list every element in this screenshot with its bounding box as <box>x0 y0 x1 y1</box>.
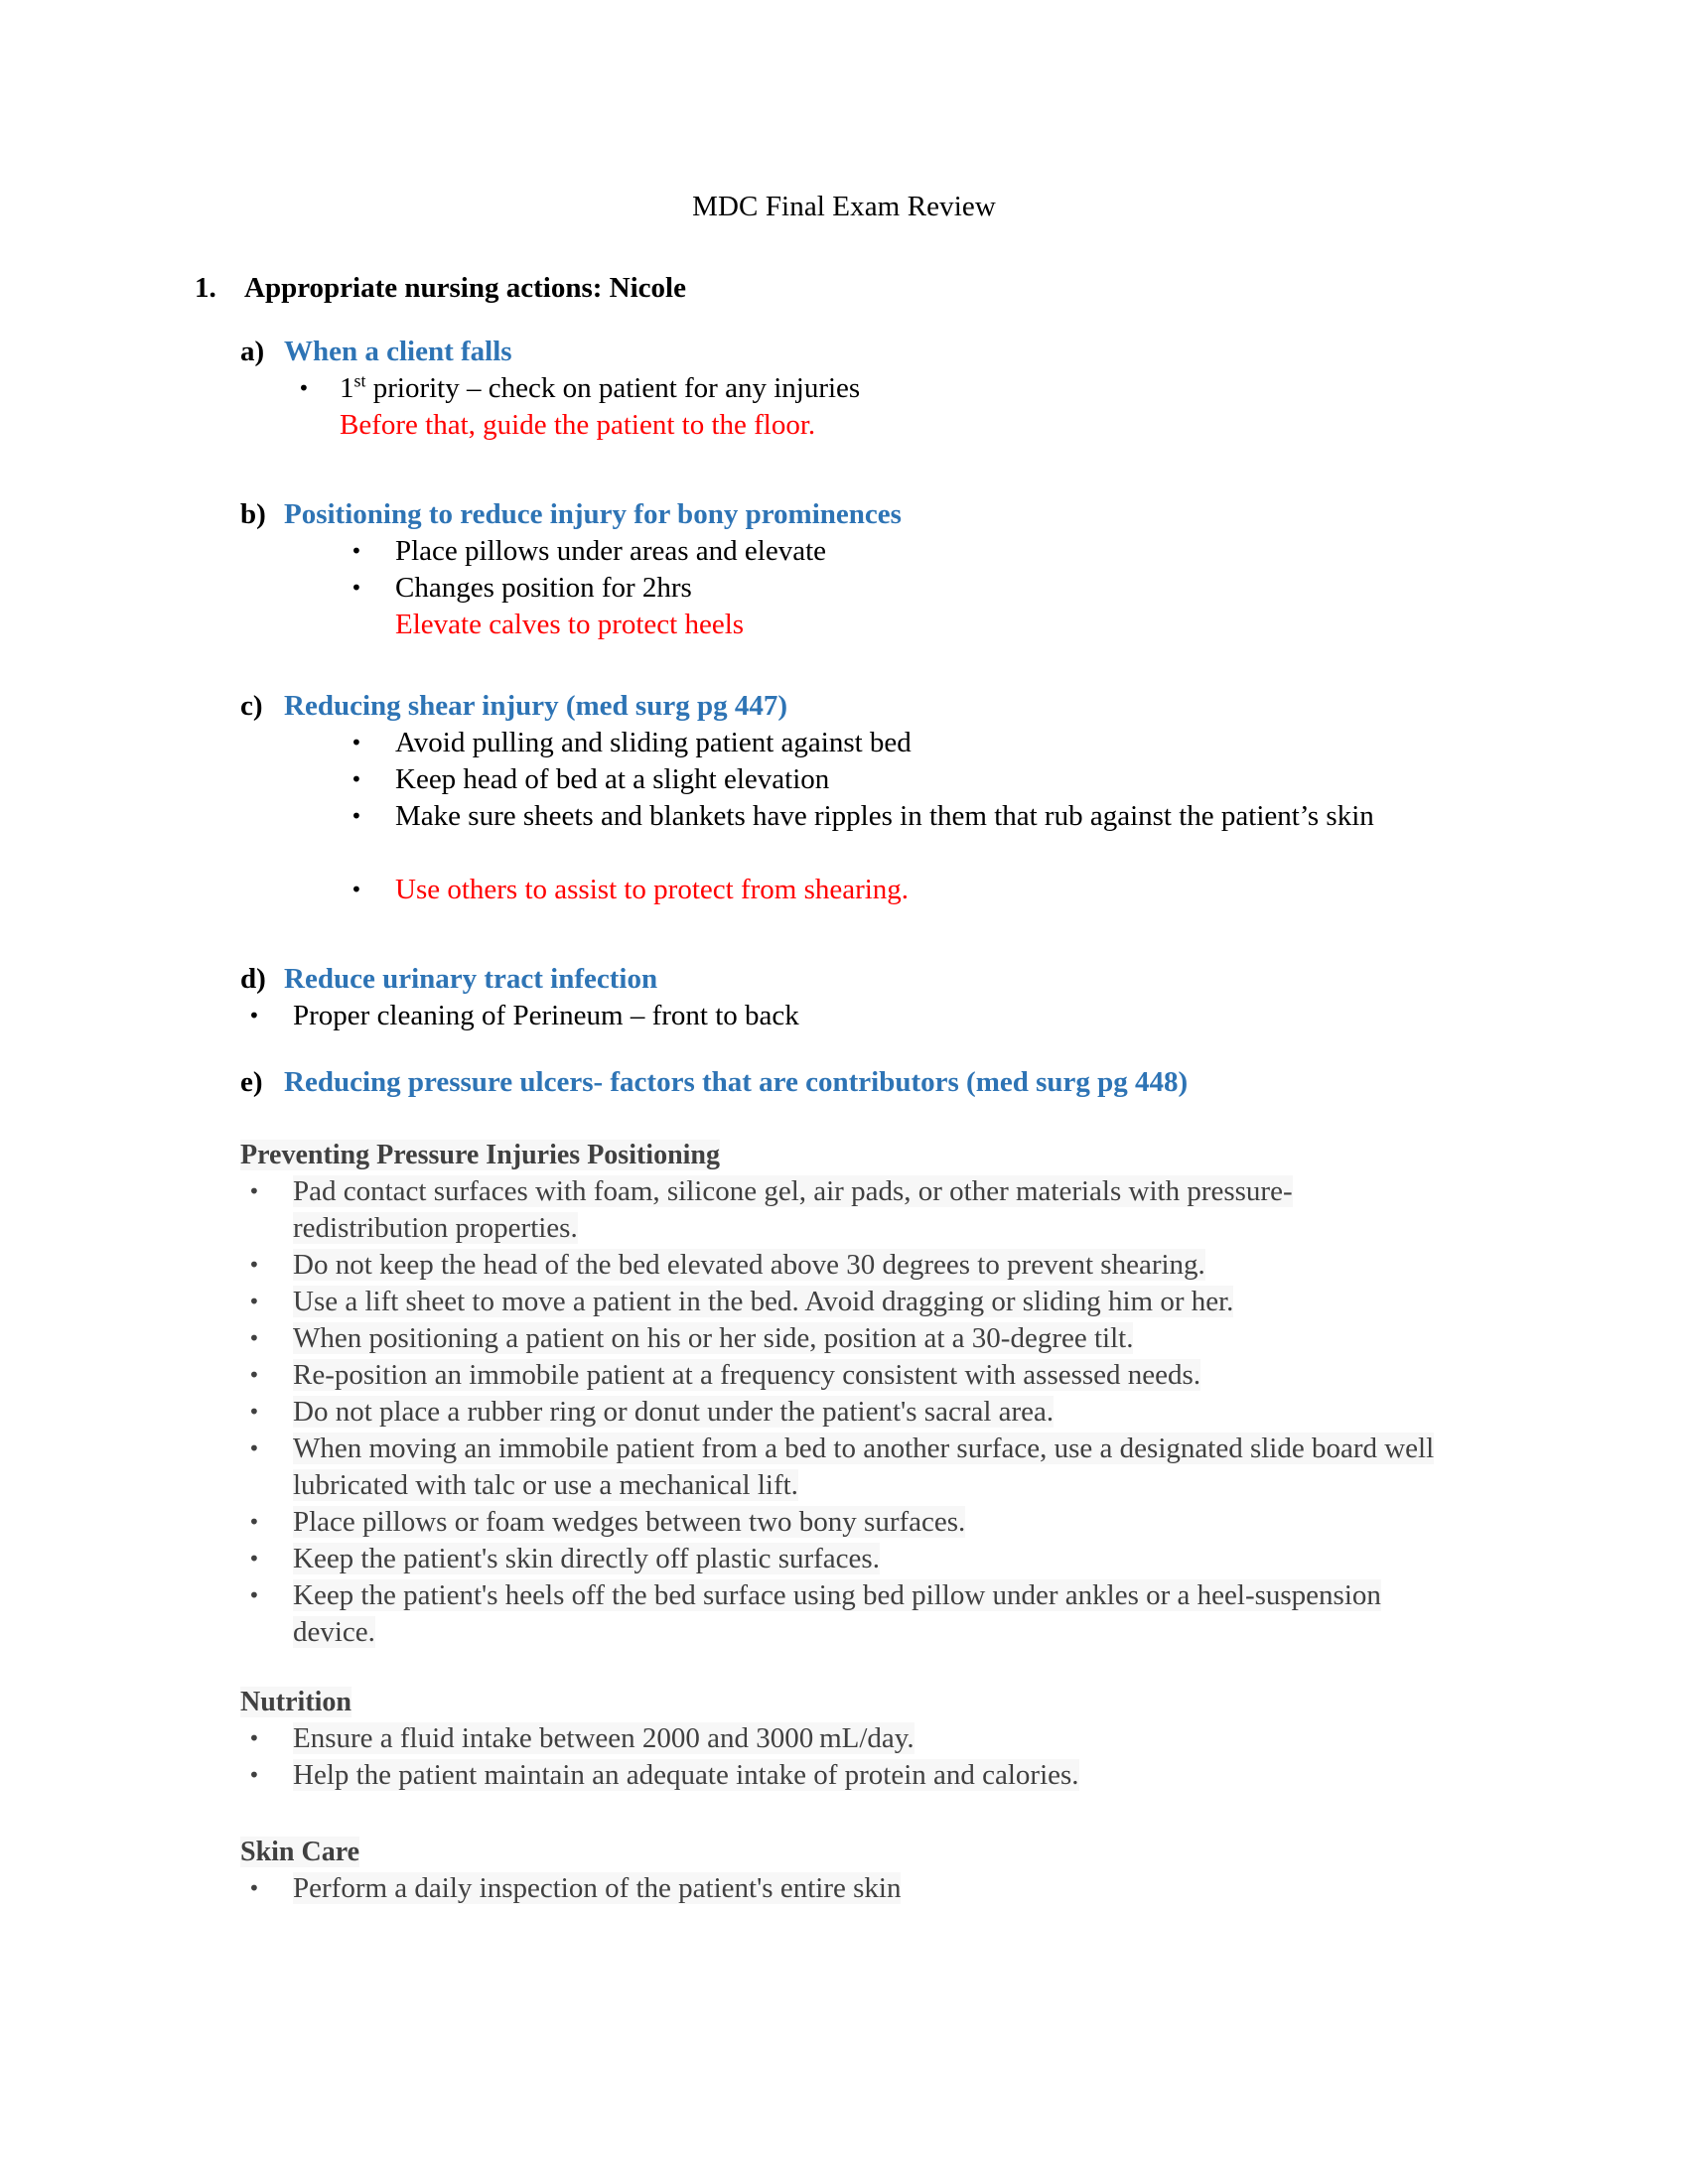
bullet-icon: • <box>248 1326 260 1350</box>
list-item <box>248 1173 1435 1247</box>
bullet-icon: • <box>248 1763 260 1787</box>
list-item-label <box>293 1394 1435 1431</box>
list-item-text: Do not place a rubber ring or donut under the patient's sacral area. <box>293 1396 1055 1428</box>
list-item <box>248 1577 1435 1651</box>
bullet-icon: • <box>248 1363 260 1387</box>
list-item <box>351 761 1502 798</box>
list-item-label: Make sure sheets and blankets have ripples in them that rub against the patient’s skin <box>395 800 1374 832</box>
bullet-icon: • <box>248 1583 260 1607</box>
subsection-heading-label: Skin Care <box>240 1837 360 1867</box>
list-item-label <box>293 1577 1435 1651</box>
list-item <box>248 1757 1435 1794</box>
list-item <box>248 1870 1435 1907</box>
list-item <box>248 1394 1435 1431</box>
bullet-icon: • <box>248 1290 260 1313</box>
page-title: MDC Final Exam Review <box>692 191 996 222</box>
list-item-text: Keep the patient's skin directly off plastic surfaces. <box>293 1543 880 1574</box>
lettered-heading-label: Reducing pressure ulcers- factors that are contributors (med surg pg 448) <box>284 1066 1189 1098</box>
list-item <box>351 798 1453 835</box>
bullet-icon: • <box>248 1510 260 1534</box>
list-item-text: Ensure a fluid intake between 2000 and 3000 mL/day. <box>293 1722 914 1754</box>
list-item-label <box>293 1431 1445 1504</box>
list-marker-letter: a) <box>240 336 265 367</box>
list-marker-letter: e) <box>240 1066 263 1098</box>
lettered-heading-label: Reduce urinary tract infection <box>284 963 658 995</box>
list-item-label <box>340 370 1489 407</box>
bullet-icon: • <box>248 1400 260 1424</box>
list-item-label <box>293 1870 1435 1907</box>
subsection-heading-label: Preventing Pressure Injuries Positioning <box>240 1140 720 1170</box>
note-red-a: Before that, guide the patient to the floor. <box>340 409 816 441</box>
list-item-label <box>293 1720 1435 1757</box>
list-item-text: Re-position an immobile patient at a frequency consistent with assessed needs. <box>293 1359 1201 1391</box>
list-item-label: Proper cleaning of Perineum – front to back <box>293 1000 799 1031</box>
list-item-text: Do not keep the head of the bed elevated above 30 degrees to prevent shearing. <box>293 1249 1205 1281</box>
bullet-icon: • <box>248 1876 260 1900</box>
list-item-text: Place pillows or foam wedges between two bony surfaces. <box>293 1506 966 1538</box>
list-marker-number: 1. <box>195 272 216 304</box>
list-item-text: Keep the patient's heels off the bed surface using bed pillow under ankles or a heel-suspension device. <box>293 1579 1381 1648</box>
bullet-icon: • <box>248 1436 260 1460</box>
lettered-heading-c <box>240 688 787 725</box>
note-red-b: Elevate calves to protect heels <box>395 609 745 640</box>
section-title: Appropriate nursing actions: Nicole <box>244 272 686 304</box>
bullet-icon: • <box>351 576 362 600</box>
list-item <box>351 872 1502 908</box>
list-item-label <box>293 1357 1435 1394</box>
lettered-heading-e <box>240 1064 1188 1101</box>
list-item-label: Place pillows under areas and elevate <box>395 535 827 567</box>
superscript-st: st <box>353 370 366 391</box>
list-item-label <box>293 1173 1435 1247</box>
subsection-heading-positioning <box>240 1137 720 1173</box>
lettered-heading-d <box>240 961 657 998</box>
bullet-icon: • <box>248 1253 260 1277</box>
bullet-icon: • <box>248 1004 260 1027</box>
list-marker-letter: d) <box>240 963 266 995</box>
bullet-icon: • <box>248 1726 260 1750</box>
list-item <box>248 998 1440 1034</box>
list-item-label: Use others to assist to protect from shearing. <box>395 874 910 905</box>
list-item-label: Changes position for 2hrs <box>395 572 692 604</box>
bullet-icon: • <box>248 1547 260 1570</box>
list-item <box>248 1431 1445 1504</box>
bullet-text-post: priority – check on patient for any injuries <box>365 372 861 404</box>
bullet-icon: • <box>248 1179 260 1203</box>
list-item-text: When positioning a patient on his or her side, position at a 30-degree tilt. <box>293 1322 1134 1354</box>
bullet-icon: • <box>351 767 362 791</box>
list-marker-letter: b) <box>240 498 266 530</box>
bullet-icon: • <box>351 878 362 901</box>
lettered-heading-b <box>240 496 902 533</box>
list-item <box>248 1720 1435 1757</box>
bullet-icon: • <box>351 731 362 754</box>
list-item <box>248 1247 1435 1284</box>
subsection-heading-skin-care <box>240 1834 359 1870</box>
bullet-icon: • <box>298 376 310 400</box>
lettered-heading-label: Reducing shear injury (med surg pg 447) <box>284 690 787 722</box>
numbered-item-1 <box>195 270 686 307</box>
bullet-icon: • <box>351 539 362 563</box>
list-marker-letter: c) <box>240 690 263 722</box>
list-item-label <box>293 1320 1435 1357</box>
list-item-label: Avoid pulling and sliding patient against bed <box>395 727 912 758</box>
list-item-label <box>293 1247 1435 1284</box>
list-item <box>248 1284 1435 1320</box>
bullet-text-pre: 1 <box>340 372 354 404</box>
list-item-text: Perform a daily inspection of the patient's entire skin <box>293 1872 902 1904</box>
list-item-text: Use a lift sheet to move a patient in the bed. Avoid dragging or sliding him or her. <box>293 1286 1234 1317</box>
list-item-label <box>293 1284 1435 1320</box>
lettered-heading-label: When a client falls <box>284 336 512 367</box>
list-item <box>351 533 1492 570</box>
bullet-icon: • <box>351 804 362 828</box>
list-item <box>351 725 1502 761</box>
list-item-text: When moving an immobile patient from a bed to another surface, use a designated slide board well lubricated with talc or use a mechanical lift. <box>293 1433 1435 1501</box>
list-item <box>298 370 1489 407</box>
list-item-label: Keep head of bed at a slight elevation <box>395 763 830 795</box>
list-item <box>351 570 1492 607</box>
list-item-text: Pad contact surfaces with foam, silicone gel, air pads, or other materials with pressure-redistribution properties. <box>293 1175 1293 1244</box>
list-item-label <box>293 1541 1435 1577</box>
lettered-heading-a <box>240 334 512 370</box>
list-item <box>248 1320 1435 1357</box>
subsection-heading-label: Nutrition <box>240 1687 352 1717</box>
list-item-label <box>293 1757 1435 1794</box>
subsection-heading-nutrition <box>240 1684 352 1720</box>
list-item <box>248 1504 1435 1541</box>
list-item <box>248 1357 1435 1394</box>
list-item-label <box>293 1504 1435 1541</box>
list-item <box>248 1541 1435 1577</box>
lettered-heading-label: Positioning to reduce injury for bony prominences <box>284 498 902 530</box>
list-item-text: Help the patient maintain an adequate intake of protein and calories. <box>293 1759 1079 1791</box>
